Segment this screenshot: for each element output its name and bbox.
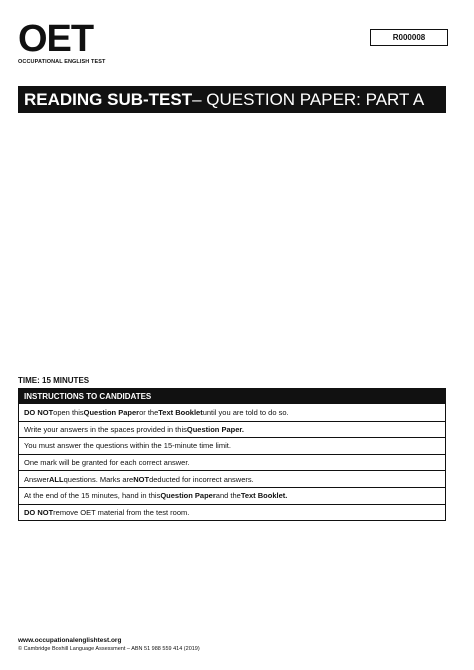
instruction-text: Answer	[24, 474, 50, 484]
oet-logo	[18, 20, 105, 65]
instruction-text: open this	[53, 407, 84, 417]
footer	[18, 637, 200, 652]
instruction-text: Text Booklet	[158, 407, 203, 417]
logo-subtitle: OCCUPATIONAL ENGLISH TEST	[18, 59, 106, 65]
instruction-text: until you are told to do so.	[202, 407, 289, 417]
footer-url: www.occupationalenglishtest.org	[18, 637, 122, 644]
instruction-row	[19, 437, 445, 454]
document-code: R000008	[370, 29, 448, 46]
instruction-text: Text Booklet.	[240, 491, 288, 501]
page-title	[18, 86, 446, 113]
instruction-row	[19, 470, 445, 487]
logo-mark: OET	[18, 18, 94, 60]
instruction-text: At the end of the 15 minutes, hand in this	[24, 491, 161, 501]
instruction-text: Question Paper	[160, 491, 216, 501]
instruction-text: ALL	[49, 474, 64, 484]
title-rest: – QUESTION PAPER: PART A	[192, 89, 425, 109]
instruction-text: questions. Marks are	[63, 474, 134, 484]
instruction-text: remove OET material from the test room.	[53, 507, 190, 517]
instruction-row	[19, 487, 445, 504]
instruction-text: Question Paper.	[186, 424, 244, 434]
instruction-text: One mark will be granted for each correct answer.	[24, 458, 190, 468]
instruction-row	[19, 454, 445, 471]
instructions-box	[18, 388, 446, 521]
instruction-text: Question Paper	[83, 407, 140, 417]
time-limit: TIME: 15 MINUTES	[18, 376, 90, 385]
instruction-row	[19, 504, 445, 521]
instructions-list	[19, 404, 445, 520]
title-bold: READING SUB-TEST	[24, 89, 193, 109]
instruction-text: DO NOT	[24, 407, 54, 417]
instruction-text: You must answer the questions within the 15-minute time limit.	[24, 441, 231, 451]
footer-copyright: © Cambridge Boxhill Language Assessment – ABN 51 988 559 414 (2019)	[18, 646, 200, 652]
instruction-text: DO NOT	[24, 507, 54, 517]
instruction-text: NOT	[133, 474, 150, 484]
instruction-text: deducted for incorrect answers.	[149, 474, 254, 484]
instruction-text: Write your answers in the spaces provided in this	[24, 424, 187, 434]
instruction-row	[19, 421, 445, 438]
instruction-text: and the	[215, 491, 241, 501]
instruction-text: or the	[139, 407, 159, 417]
instructions-header: INSTRUCTIONS TO CANDIDATES	[19, 389, 445, 404]
instruction-row	[19, 404, 445, 421]
